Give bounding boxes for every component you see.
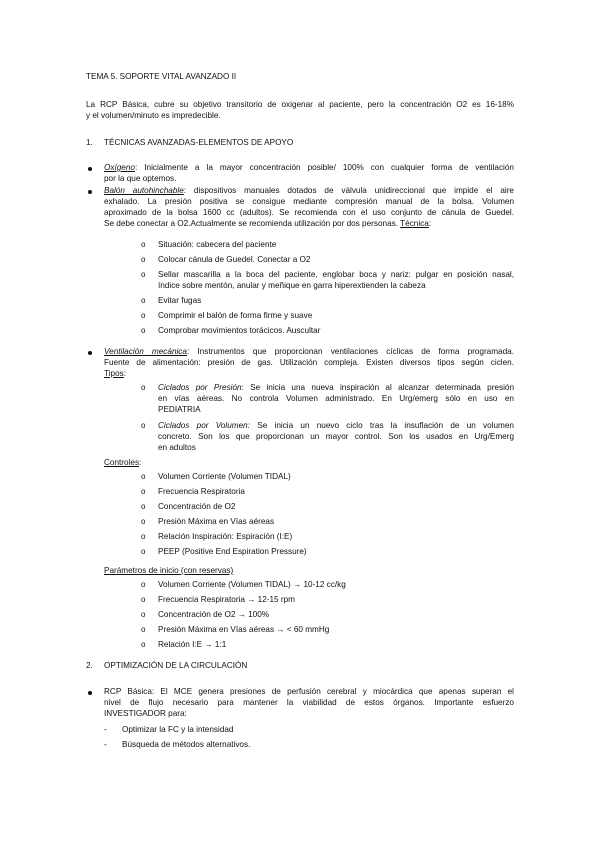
parametro-item: Relación I:E → 1:1 <box>158 640 227 649</box>
tecnica-step: Comprimir el balón de forma firme y suave <box>158 311 313 320</box>
circle-bullet-icon: o <box>141 580 146 589</box>
circle-bullet-icon: o <box>141 296 146 305</box>
circle-bullet-icon: o <box>141 311 146 320</box>
circle-bullet-icon: o <box>141 240 146 249</box>
balon-line-4-text: Se debe conectar a O2.Actualmente se recomienda utilización por dos personas. <box>104 219 399 228</box>
bullet-icon <box>88 351 92 355</box>
tecnica-label: Técnica <box>400 219 429 228</box>
circle-bullet-icon: o <box>141 625 146 634</box>
circle-bullet-icon: o <box>141 421 146 430</box>
rcp-item: Optimizar la FC y la intensidad <box>122 725 234 734</box>
rcp-line-1: RCP Básica: El MCE genera presiones de perfusión cerebral y miocárdica que apenas superan el <box>104 687 514 696</box>
tipo-volumen-term: Ciclados por Volumen: <box>158 421 250 430</box>
circle-bullet-icon: o <box>141 595 146 604</box>
tecnica-step-cont: índice sobre mentón, anular y meñique en garra hiperextienden la cabeza <box>158 281 426 290</box>
tecnica-step: Sellar mascarilla a la boca del paciente, englobar boca y nariz: pulgar en posición nasal, <box>158 270 514 279</box>
tecnica-colon: : <box>428 219 432 228</box>
parametro-item: Volumen Corriente (Volumen TIDAL) → 10-12 cc/kg <box>158 580 346 589</box>
parametros-heading: Parámetros de inicio (con reservas) <box>104 566 234 575</box>
oxigeno-line-1 <box>104 163 514 173</box>
document-title: TEMA 5. SOPORTE VITAL AVANZADO II <box>86 72 237 81</box>
tipos-label: Tipos <box>104 369 124 378</box>
control-item: PEEP (Positive End Espiration Pressure) <box>158 547 307 556</box>
tipo-presion-line-2: en vías aéreas. No controla Volumen administrado. En Urg/emerg sólo en uso en <box>158 394 514 403</box>
circle-bullet-icon: o <box>141 383 146 392</box>
tipo-volumen-line-1 <box>158 421 514 431</box>
tecnica-step: Comprobar movimientos torácicos. Auscultar <box>158 326 321 335</box>
parametro-item: Frecuencia Respiratoria → 12-15 rpm <box>158 595 295 604</box>
circle-bullet-icon: o <box>141 532 146 541</box>
balon-line-4 <box>104 219 431 229</box>
circle-bullet-icon: o <box>141 270 146 279</box>
section-1-number: 1. <box>86 138 93 147</box>
rcp-line-3: INVESTIGADOR para: <box>104 709 187 718</box>
rcp-item: Búsqueda de métodos alternativos. <box>122 740 251 749</box>
section-2-number: 2. <box>86 661 93 670</box>
circle-bullet-icon: o <box>141 517 146 526</box>
tipo-volumen-line-2: concreto. Son los que proporcionan un mayor control. Son los usados en Urg/Emerg <box>158 432 514 441</box>
intro-line-2: y el volumen/minuto es impredecible. <box>86 111 221 120</box>
bullet-icon <box>88 190 92 194</box>
circle-bullet-icon: o <box>141 472 146 481</box>
section-2-heading: OPTIMIZACIÓN DE LA CIRCULACIÓN <box>104 661 248 670</box>
ventilacion-desc: : Instrumentos que proporcionan ventilaciones cíclicas de forma programada. <box>186 347 514 356</box>
parametro-item: Concentración de O2 → 100% <box>158 610 270 619</box>
dash-bullet-icon: - <box>104 725 107 734</box>
tecnica-step: Colocar cánula de Guedel. Conectar a O2 <box>158 255 311 264</box>
tecnica-step: Situación: cabecera del paciente <box>158 240 277 249</box>
controles-heading <box>104 458 141 468</box>
ventilacion-line-1 <box>104 347 514 357</box>
balon-line-2: exhalado. La presión positiva se consigue mediante compresión manual de la bolsa. Volumen <box>104 197 514 206</box>
circle-bullet-icon: o <box>141 502 146 511</box>
tipo-volumen-line-3: en adultos <box>158 443 196 452</box>
tipos-colon: : <box>123 369 126 378</box>
tipo-presion-term: Ciclados por Presión <box>158 383 242 392</box>
oxigeno-desc: : Inicialmente a la mayor concentración posible/ 100% con cualquier forma de ventilación <box>134 163 514 172</box>
circle-bullet-icon: o <box>141 326 146 335</box>
control-item: Concentración de O2 <box>158 502 236 511</box>
tipos-heading <box>104 369 126 379</box>
tipo-presion-line-3: PEDIATRIA <box>158 405 201 414</box>
parametro-item: Presión Máxima en Vías aéreas → < 60 mmHg <box>158 625 330 634</box>
control-item: Presión Máxima en Vías aéreas <box>158 517 275 526</box>
balon-desc: : dispositivos manuales dotados de válvula unidireccional que impide el aire <box>183 186 514 195</box>
circle-bullet-icon: o <box>141 610 146 619</box>
circle-bullet-icon: o <box>141 487 146 496</box>
circle-bullet-icon: o <box>141 255 146 264</box>
circle-bullet-icon: o <box>141 547 146 556</box>
tipo-presion-desc: : Se inicia una nueva inspiración al alcanzar determinada presión <box>241 383 514 392</box>
control-item: Frecuencia Respiratoria <box>158 487 245 496</box>
bullet-icon <box>88 691 92 695</box>
tecnica-step: Evitar fugas <box>158 296 202 305</box>
bullet-icon <box>88 167 92 171</box>
intro-line-1: La RCP Básica, cubre su objetivo transitorio de oxigenar al paciente, pero la concentración O2 es 16-18% <box>86 100 514 109</box>
balon-line-3: aproximado de la bolsa 1600 cc (adultos). Se recomienda con el uso conjunto de cánula de Guedel. <box>104 208 514 217</box>
tipo-volumen-desc: Se inicia un nuevo ciclo tras la insuflación de un volumen <box>250 421 514 430</box>
balon-term: Balón autohinchable <box>104 186 184 195</box>
circle-bullet-icon: o <box>141 640 146 649</box>
oxigeno-term: Oxígeno <box>104 163 135 172</box>
balon-line-1 <box>104 186 514 196</box>
tipo-presion-line-1 <box>158 383 514 393</box>
oxigeno-line-2: por la que optemos. <box>104 174 177 183</box>
control-item: Relación Inspiración: Espiración (I:E) <box>158 532 293 541</box>
controles-colon: : <box>139 458 142 467</box>
controles-label: Controles <box>104 458 140 467</box>
control-item: Volumen Corriente (Volumen TIDAL) <box>158 472 291 481</box>
ventilacion-term: Ventilación mecánica <box>104 347 187 356</box>
rcp-line-2: nivel de flujo necesario para mantener la viabilidad de estos órganos. Importante esfuerzo <box>104 698 514 707</box>
dash-bullet-icon: - <box>104 740 107 749</box>
ventilacion-line-2: Fuente de alimentación: presión de gas. Utilización compleja. Existen diversos tipos según ciclen. <box>104 358 514 367</box>
section-1-heading: TÉCNICAS AVANZADAS-ELEMENTOS DE APOYO <box>104 138 294 147</box>
